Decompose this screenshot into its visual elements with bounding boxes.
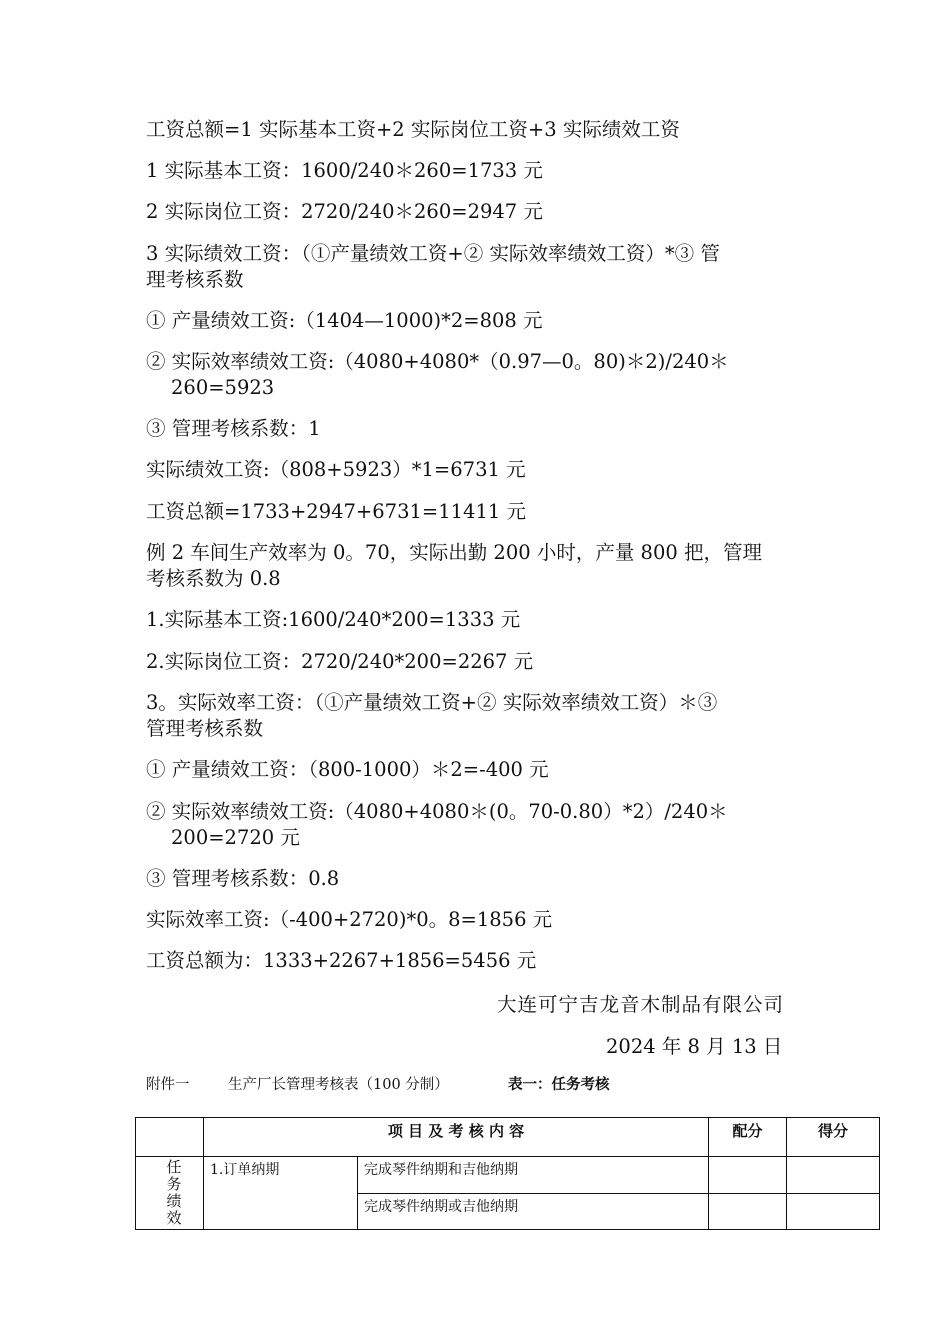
text-line: 260=5923 xyxy=(171,376,275,399)
table-header-row xyxy=(136,1118,880,1157)
text-line: ② 实际效率绩效工资:（4080+4080＊(0。70-0.80）*2）/240＊ xyxy=(146,800,728,823)
text-line: ② 实际效率绩效工资:（4080+4080*（0.97—0。80)＊2)/240＊ xyxy=(146,350,729,373)
table-title: 表一：任务考核 xyxy=(508,1077,610,1093)
table-row xyxy=(136,1157,880,1194)
text-line: ① 产量绩效工资：（800-1000）＊2=-400 元 xyxy=(146,758,549,781)
text-line: 1.实际基本工资:1600/240*200=1333 元 xyxy=(146,608,521,631)
appendix-label: 附件一 xyxy=(146,1077,190,1093)
text-line: ① 产量绩效工资:（1404—1000)*2=808 元 xyxy=(146,309,543,332)
header-cell xyxy=(136,1118,204,1157)
category-label: 任务绩效 xyxy=(166,1158,182,1227)
company-name: 大连可宁吉龙音木制品有限公司 xyxy=(497,993,785,1016)
score-cell[interactable] xyxy=(709,1157,787,1194)
text-line: ③ 管理考核系数：1 xyxy=(146,417,321,440)
text-line: 2 实际岗位工资：2720/240＊260=2947 元 xyxy=(146,200,543,223)
text-line: 3。实际效率工资：（①产量绩效工资+② 实际效率绩效工资）＊③ xyxy=(146,691,718,714)
score-cell[interactable] xyxy=(709,1193,787,1230)
signature-date: 2024 年 8 月 13 日 xyxy=(606,1035,783,1058)
text-line: 实际效率工资:（-400+2720)*0。8=1856 元 xyxy=(146,908,553,931)
text-line: 200=2720 元 xyxy=(171,826,300,849)
text-line: 2.实际岗位工资：2720/240*200=2267 元 xyxy=(146,650,534,673)
header-cell: 配分 xyxy=(709,1118,787,1157)
header-cell: 得分 xyxy=(787,1118,880,1157)
appendix-title: 生产厂长管理考核表（100 分制） xyxy=(228,1077,449,1093)
content-cell: 完成琴件纳期和吉他纳期 xyxy=(358,1157,709,1194)
result-cell[interactable] xyxy=(787,1157,880,1194)
header-cell: 项 目 及 考 核 内 容 xyxy=(204,1118,709,1157)
text-line: 实际绩效工资:（808+5923）*1=6731 元 xyxy=(146,458,526,481)
item-cell: 1.订单纳期 xyxy=(204,1157,358,1230)
result-cell[interactable] xyxy=(787,1193,880,1230)
content-cell: 完成琴件纳期或吉他纳期 xyxy=(358,1193,709,1230)
assessment-table xyxy=(135,1117,880,1230)
text-line: 管理考核系数 xyxy=(146,717,264,740)
category-cell xyxy=(136,1157,204,1230)
text-line: ③ 管理考核系数：0.8 xyxy=(146,867,340,890)
text-line: 工资总额=1 实际基本工资+2 实际岗位工资+3 实际绩效工资 xyxy=(146,118,680,141)
text-line: 工资总额为：1333+2267+1856=5456 元 xyxy=(146,949,537,972)
text-line: 理考核系数 xyxy=(146,268,244,291)
text-line: 例 2 车间生产效率为 0。70，实际出勤 200 小时，产量 800 把，管理 xyxy=(146,541,762,564)
text-line: 工资总额=1733+2947+6731=11411 元 xyxy=(146,500,526,523)
text-line: 考核系数为 0.8 xyxy=(146,567,281,590)
text-line: 1 实际基本工资：1600/240＊260=1733 元 xyxy=(146,159,543,182)
text-line: 3 实际绩效工资：（①产量绩效工资+② 实际效率绩效工资）*③ 管 xyxy=(146,242,720,265)
